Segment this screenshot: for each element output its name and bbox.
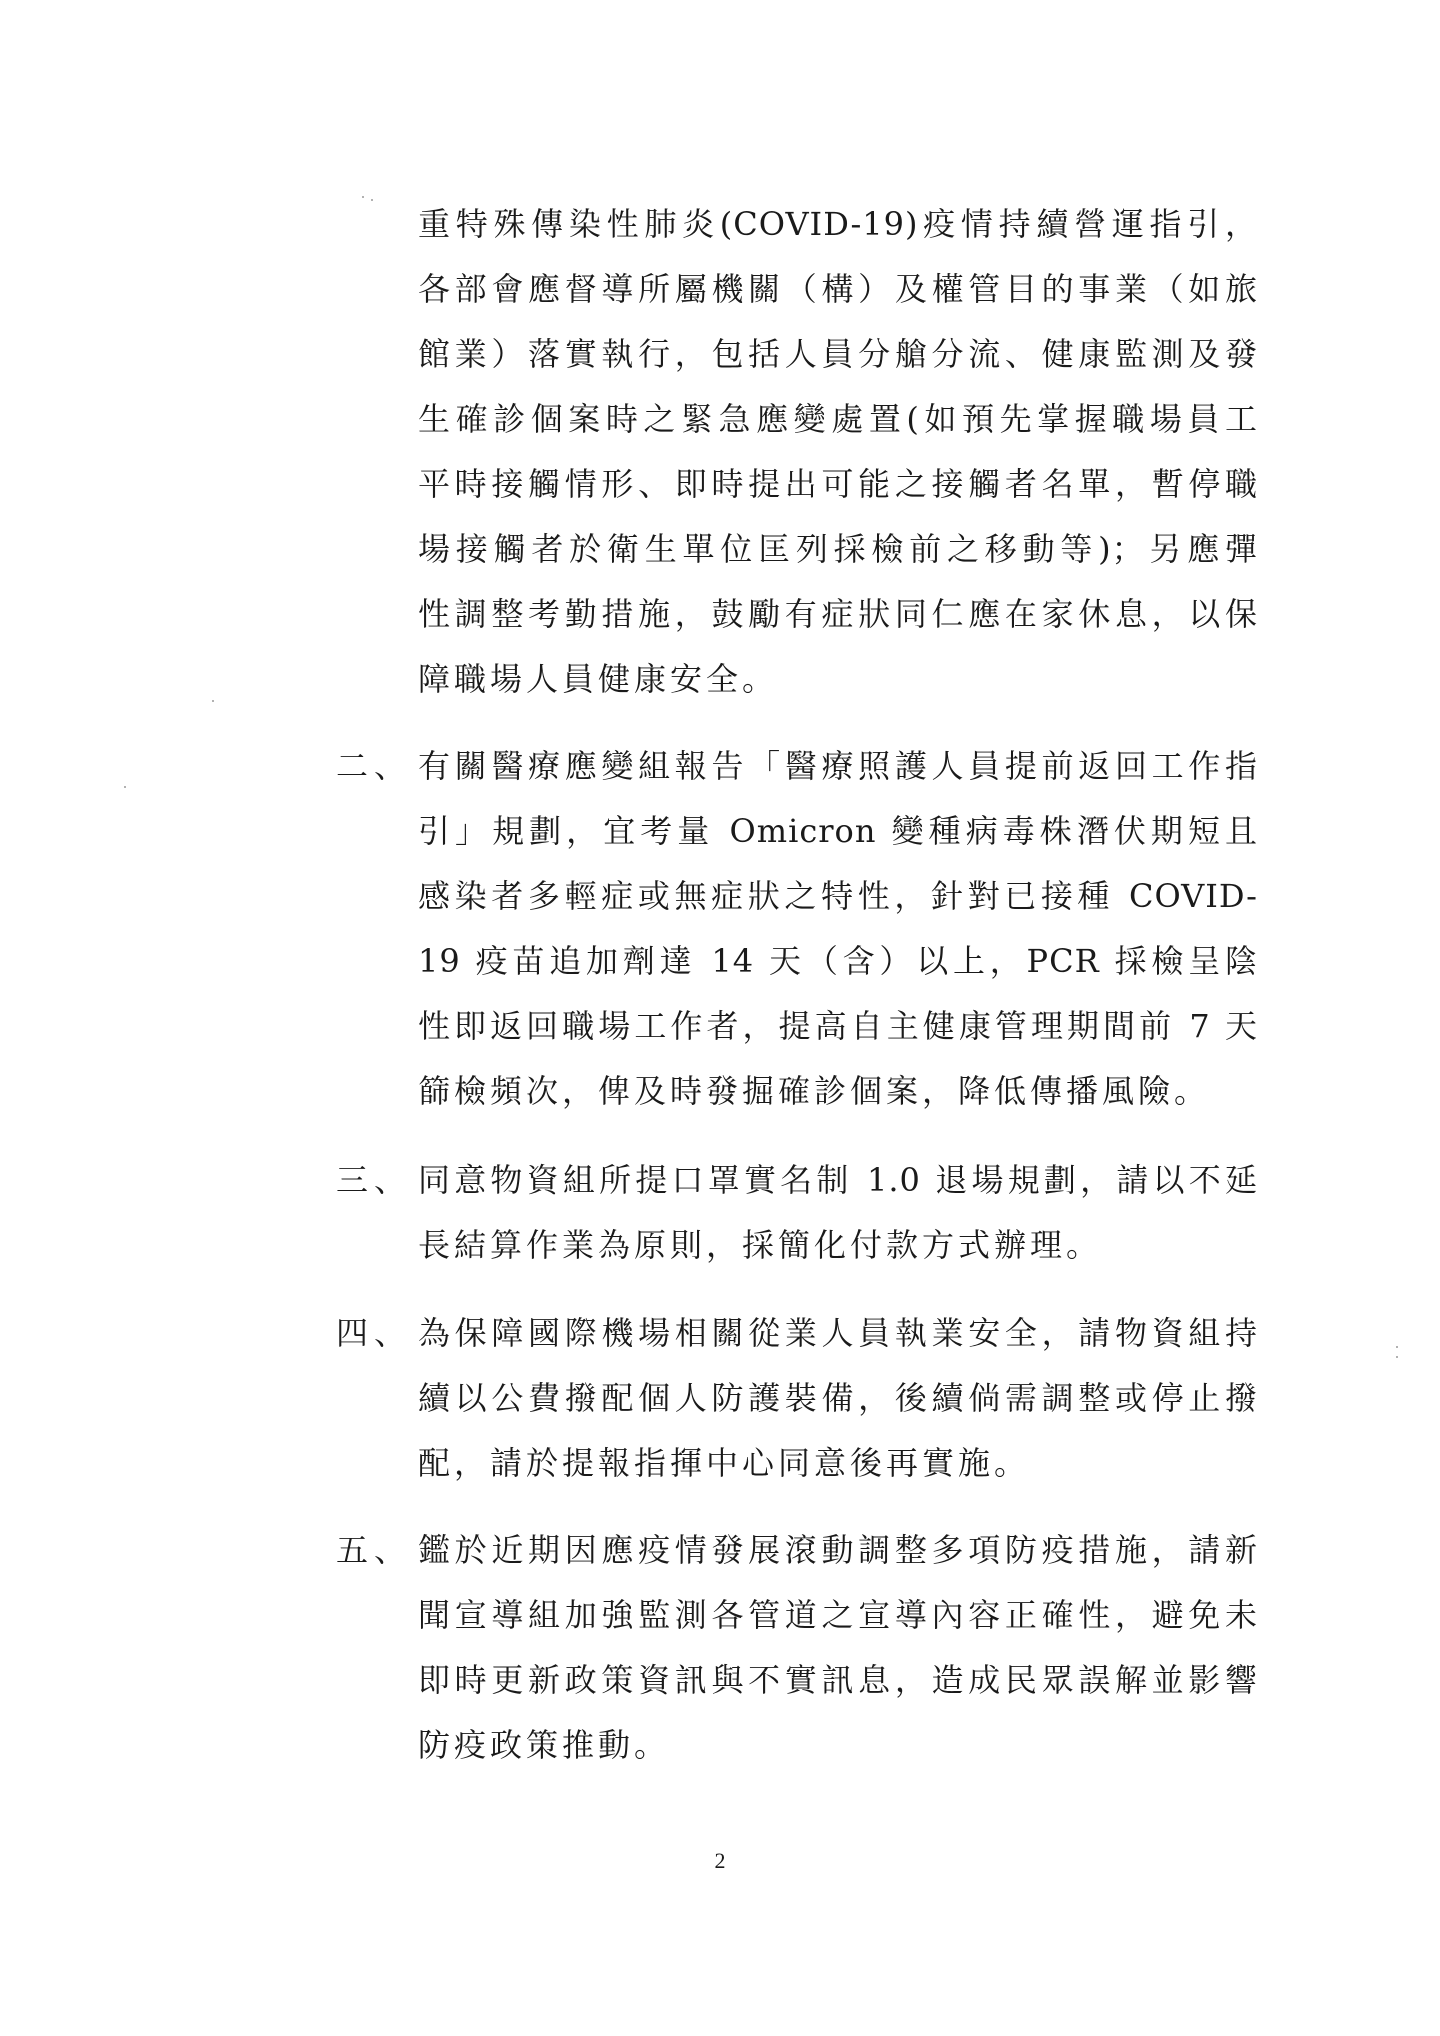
- item-marker: 二、: [336, 747, 413, 785]
- scan-speck: [371, 199, 373, 201]
- text-line: 長結算作業為原則，採簡化付款方式辦理。: [418, 1226, 1103, 1264]
- scan-speck: [1396, 1356, 1398, 1358]
- text-line: 為保障國際機場相關從業人員執業安全，請物資組持: [418, 1314, 1258, 1352]
- text-line: 配，請於提報指揮中心同意後再實施。: [418, 1444, 1031, 1482]
- text-line: 各部會應督導所屬機關（構）及權管目的事業（如旅: [418, 270, 1258, 308]
- text-line: 障職場人員健康安全。: [418, 660, 779, 698]
- text-line: 同意物資組所提口罩實名制 1.0 退場規劃，請以不延: [418, 1161, 1258, 1199]
- text-line: 場接觸者於衛生單位匡列採檢前之移動等)；另應彈: [418, 530, 1258, 568]
- scan-speck: [1396, 1346, 1398, 1348]
- text-line: 有關醫療應變組報告「醫療照護人員提前返回工作指: [418, 747, 1258, 785]
- text-line: 館業）落實執行，包括人員分艙分流、健康監測及發: [418, 335, 1258, 373]
- text-line: 重特殊傳染性肺炎(COVID-19)疫情持續營運指引，: [418, 205, 1258, 243]
- text-line: 聞宣導組加強監測各管道之宣導內容正確性，避免未: [418, 1596, 1258, 1634]
- text-line: 防疫政策推動。: [418, 1726, 671, 1764]
- text-line: 性即返回職場工作者，提高自主健康管理期間前 7 天: [418, 1007, 1258, 1045]
- text-line: 鑑於近期因應疫情發展滾動調整多項防疫措施，請新: [418, 1531, 1258, 1569]
- item-marker: 四、: [336, 1314, 413, 1352]
- text-line: 引」規劃，宜考量 Omicron 變種病毒株潛伏期短且: [418, 812, 1258, 850]
- scan-speck: [362, 196, 364, 198]
- text-line: 性調整考勤措施，鼓勵有症狀同仁應在家休息，以保: [418, 595, 1258, 633]
- text-line: 續以公費撥配個人防護裝備，後續倘需調整或停止撥: [418, 1379, 1258, 1417]
- text-line: 篩檢頻次，俾及時發掘確診個案，降低傳播風險。: [418, 1072, 1211, 1110]
- text-line: 感染者多輕症或無症狀之特性，針對已接種 COVID-: [418, 877, 1258, 915]
- scan-speck: [212, 700, 214, 702]
- text-line: 即時更新政策資訊與不實訊息，造成民眾誤解並影響: [418, 1661, 1258, 1699]
- text-line: 19 疫苗追加劑達 14 天（含）以上，PCR 採檢呈陰: [418, 942, 1258, 980]
- item-marker: 五、: [336, 1531, 413, 1569]
- text-line: 平時接觸情形、即時提出可能之接觸者名單，暫停職: [418, 465, 1258, 503]
- scan-speck: [124, 786, 126, 788]
- text-line: 生確診個案時之緊急應變處置(如預先掌握職場員工: [418, 400, 1258, 438]
- page-number: 2: [714, 1848, 726, 1873]
- item-marker: 三、: [336, 1161, 413, 1199]
